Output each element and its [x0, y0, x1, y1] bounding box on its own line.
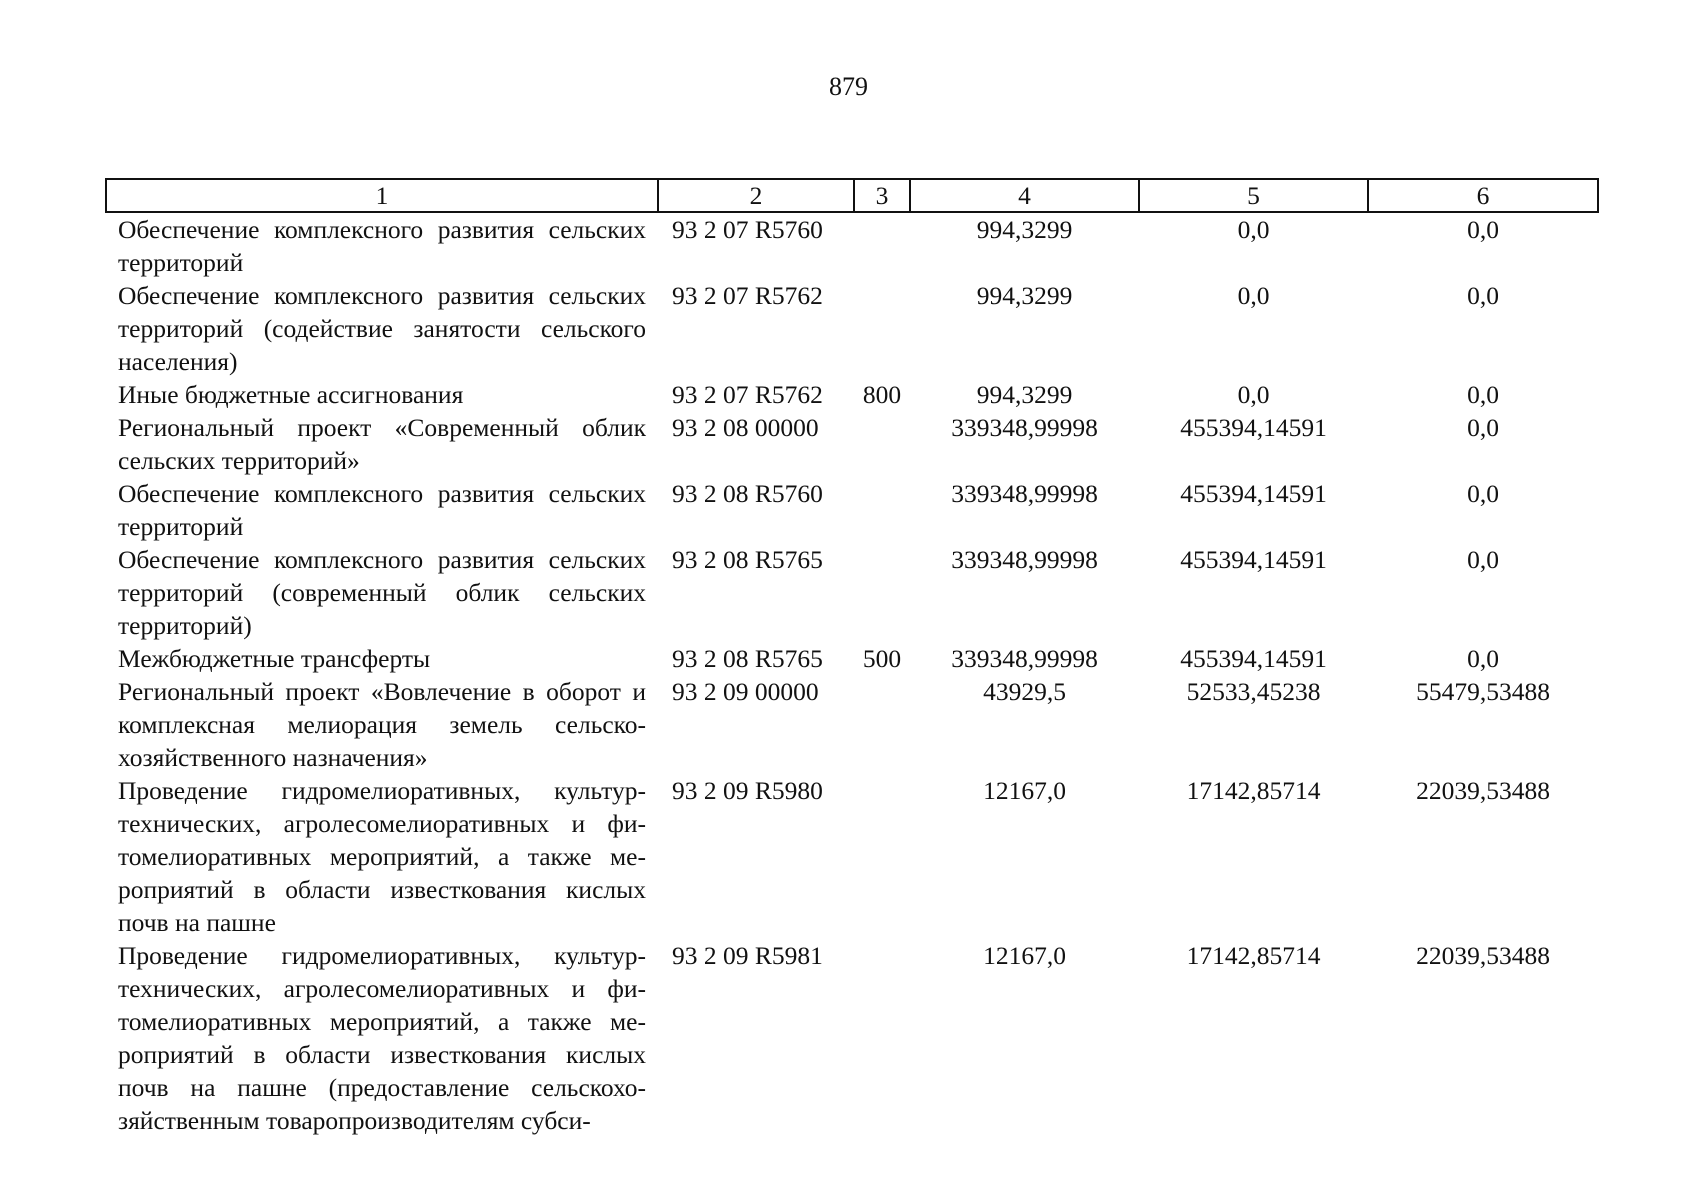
row-expense-type	[854, 939, 910, 1137]
row-code: 93 2 07 R5762	[672, 281, 823, 310]
row-value-col-5: 17142,85714	[1186, 776, 1321, 805]
row-value-col-5: 455394,14591	[1180, 479, 1327, 508]
row-value-col-5: 455394,14591	[1180, 545, 1327, 574]
row-value-col-6: 22039,53488	[1416, 941, 1550, 970]
row-value-col-5: 17142,85714	[1186, 941, 1321, 970]
table-row	[106, 212, 1598, 279]
row-value-col-5: 455394,14591	[1180, 644, 1327, 673]
row-value-col-6: 0,0	[1467, 545, 1499, 574]
row-expense-type	[854, 774, 910, 939]
table-row	[106, 543, 1598, 642]
row-code: 93 2 09 R5980	[672, 776, 823, 805]
row-name: Обеспечение комплексного развития сельских территорий	[118, 215, 646, 277]
row-value-col-5: 455394,14591	[1180, 413, 1327, 442]
row-expense-type	[854, 543, 910, 642]
row-value-col-4: 339348,99998	[951, 644, 1098, 673]
row-name: Проведение гидромелиоративных, культуртехнических, агролесомелиоративных и фитомелиоративных мероприятий, а также мероприятий в области известкования кислых почв на пашне	[118, 776, 646, 937]
row-value-col-4: 12167,0	[983, 776, 1066, 805]
table-row	[106, 378, 1598, 411]
header-col-3: 3	[854, 179, 910, 212]
table-row	[106, 477, 1598, 543]
row-value-col-4: 43929,5	[983, 677, 1066, 706]
header-col-6: 6	[1368, 179, 1598, 212]
row-name: Межбюджетные трансферты	[118, 644, 431, 673]
row-value-col-6: 22039,53488	[1416, 776, 1550, 805]
row-value-col-4: 339348,99998	[951, 545, 1098, 574]
row-expense-type	[854, 212, 910, 279]
row-value-col-4: 994,3299	[976, 281, 1073, 310]
row-value-col-6: 0,0	[1467, 413, 1499, 442]
row-value-col-4: 339348,99998	[951, 479, 1098, 508]
table-header-row	[106, 179, 1598, 212]
row-expense-type: 800	[862, 380, 902, 409]
row-expense-type	[854, 477, 910, 543]
row-value-col-5: 0,0	[1237, 215, 1270, 244]
row-code: 93 2 08 R5760	[672, 479, 823, 508]
row-code: 93 2 08 00000	[672, 413, 819, 442]
row-name: Проведение гидромелиоративных, культуртехнических, агролесомелиоративных и фитомелиоративных мероприятий, а также мероприятий в области известкования кислых почв на пашне (предоставление сельскохозяйственным товаропроизводителям субси-	[118, 941, 646, 1135]
row-value-col-4: 994,3299	[976, 380, 1073, 409]
row-value-col-6: 0,0	[1467, 281, 1499, 310]
row-code: 93 2 07 R5762	[672, 380, 823, 409]
row-value-col-4: 339348,99998	[951, 413, 1098, 442]
row-value-col-5: 0,0	[1237, 281, 1270, 310]
row-expense-type	[854, 279, 910, 378]
row-name: Региональный проект «Современный облик сельских территорий»	[118, 413, 646, 475]
header-col-2: 2	[658, 179, 854, 212]
table-row	[106, 675, 1598, 774]
row-name: Обеспечение комплексного развития сельских территорий	[118, 479, 646, 541]
row-value-col-6: 0,0	[1467, 380, 1499, 409]
row-code: 93 2 07 R5760	[672, 215, 823, 244]
table-row	[106, 939, 1598, 1137]
row-code: 93 2 08 R5765	[672, 545, 823, 574]
row-value-col-6: 0,0	[1467, 215, 1499, 244]
row-name: Иные бюджетные ассигнования	[118, 380, 464, 409]
row-value-col-5: 52533,45238	[1186, 677, 1321, 706]
row-expense-type: 500	[862, 644, 902, 673]
row-value-col-6: 0,0	[1467, 644, 1499, 673]
row-expense-type	[854, 411, 910, 477]
row-value-col-6: 55479,53488	[1416, 677, 1550, 706]
budget-table	[105, 178, 1599, 1137]
row-code: 93 2 08 R5765	[672, 644, 823, 673]
row-code: 93 2 09 00000	[672, 677, 819, 706]
header-col-1: 1	[106, 179, 658, 212]
row-value-col-4: 12167,0	[983, 941, 1066, 970]
row-code: 93 2 09 R5981	[672, 941, 823, 970]
table-row	[106, 411, 1598, 477]
page-number: 879	[829, 72, 868, 101]
table-row	[106, 642, 1598, 675]
table-row	[106, 774, 1598, 939]
row-name: Обеспечение комплексного развития сельских территорий (современный облик сельских территорий)	[118, 545, 646, 640]
row-value-col-5: 0,0	[1237, 380, 1270, 409]
table-row	[106, 279, 1598, 378]
row-name: Обеспечение комплексного развития сельских территорий (содействие занятости сельского населения)	[118, 281, 646, 376]
row-value-col-4: 994,3299	[976, 215, 1073, 244]
header-col-5: 5	[1139, 179, 1368, 212]
row-expense-type	[854, 675, 910, 774]
row-value-col-6: 0,0	[1467, 479, 1499, 508]
row-name: Региональный проект «Вовлечение в оборот и комплексная мелиорация земель сельскохозяйственного назначения»	[118, 677, 646, 772]
header-col-4: 4	[910, 179, 1139, 212]
